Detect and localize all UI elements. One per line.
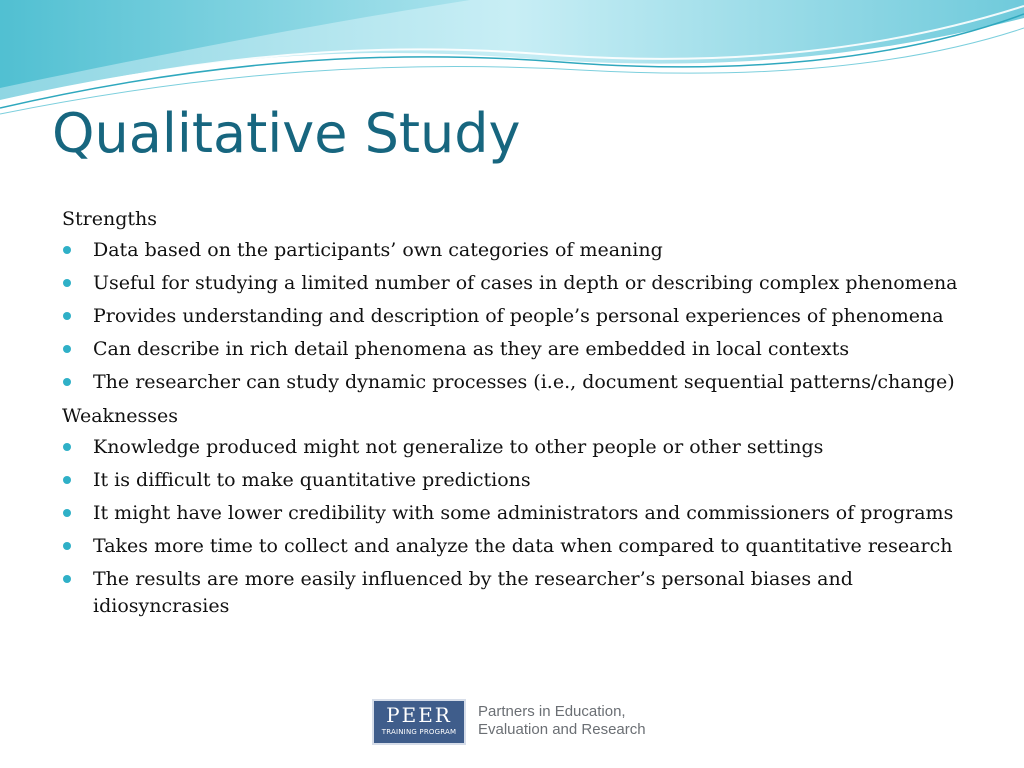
list-item [62,369,972,396]
weaknesses-list [62,434,972,620]
list-item-text: Can describe in rich detail phenomena as they are embedded in local contexts [93,338,850,360]
list-item-text: Knowledge produced might not generalize to other people or other settings [93,436,824,458]
list-item [62,533,972,560]
list-item-text: The results are more easily influenced by the researcher’s personal biases and idiosyncrasies [93,568,853,617]
list-item-text: Provides understanding and description of people’s personal experiences of phenomena [93,305,944,327]
logo-name: PEER [386,703,452,727]
bullet-dot-icon [63,279,71,287]
logo-subtitle: TRAINING PROGRAM [381,728,457,736]
bullet-dot-icon [63,378,71,386]
list-item [62,303,972,330]
list-item-text: Takes more time to collect and analyze the data when compared to quantitative research [93,535,953,557]
list-item-text: It might have lower credibility with some administrators and commissioners of programs [93,502,954,524]
list-item [62,237,972,264]
logo-tagline-line2: Evaluation and Research [478,721,646,738]
list-item-text: Useful for studying a limited number of cases in depth or describing complex phenomena [93,272,958,294]
weaknesses-heading: Weaknesses [62,405,179,427]
peer-logo [356,683,664,763]
logo-tagline-line1: Partners in Education, [478,703,626,720]
bullet-dot-icon [63,575,71,583]
list-item-text: It is difficult to make quantitative predictions [93,469,531,491]
list-item-text: Data based on the participants’ own categories of meaning [93,239,663,261]
list-item [62,566,972,620]
peer-logo-mark [372,699,466,745]
list-item-text: The researcher can study dynamic processes (i.e., document sequential patterns/change) [93,371,955,393]
bullet-dot-icon [63,509,71,517]
bullet-dot-icon [63,345,71,353]
strengths-list [62,237,972,396]
logo-tagline [478,703,660,739]
bullet-dot-icon [63,443,71,451]
bullet-dot-icon [63,246,71,254]
bullet-dot-icon [63,476,71,484]
list-item [62,434,972,461]
slide-content [62,205,972,626]
slide-title: Qualitative Study [52,102,521,165]
list-item [62,467,972,494]
bullet-dot-icon [63,542,71,550]
strengths-heading: Strengths [62,208,157,230]
list-item [62,270,972,297]
list-item [62,336,972,363]
list-item [62,500,972,527]
bullet-dot-icon [63,312,71,320]
